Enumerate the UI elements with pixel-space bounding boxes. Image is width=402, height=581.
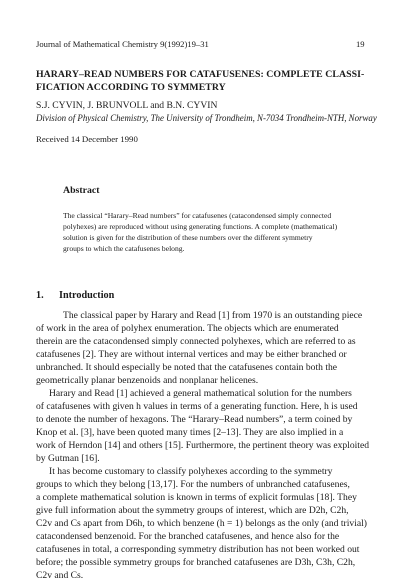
body-line: C2v and Cs apart from D6h, to which benzene (h = 1) belongs as the only (and trivial): [36, 518, 367, 529]
body-line: therein are the catacondensed simply connected polyhexes, which are referred to as: [36, 336, 356, 347]
body-line: C2v and Cs.: [36, 570, 84, 581]
body-line: The classical paper by Harary and Read [1] from 1970 is an outstanding piece: [63, 310, 363, 321]
abstract-heading: Abstract: [63, 185, 100, 196]
affiliation: Division of Physical Chemistry, The University of Trondheim, N-7034 Trondheim-NTH, Norway: [36, 113, 377, 123]
body-line: work of Herndon [14] and others [15]. Furthermore, the pertinent theory was exploited: [36, 440, 370, 451]
body-line: of work in the area of polyhex enumeration. The objects which are enumerated: [36, 323, 339, 334]
section-title: Introduction: [59, 290, 115, 301]
abstract-line: polyhexes) are reproduced without using generating functions. A complete (mathematical): [63, 222, 338, 231]
body-line: of catafusenes with given h values in terms of a generating function. Here, h is used: [36, 401, 358, 412]
page-number: 19: [356, 39, 365, 49]
section-number: 1.: [36, 290, 44, 301]
abstract-line: solution is given for the distribution of these numbers over the different symmetry: [63, 233, 313, 242]
journal-header: Journal of Mathematical Chemistry 9(1992)19–31: [36, 39, 209, 49]
body-line: geometrically planar benzenoids and nonplanar helicenes.: [36, 375, 259, 386]
body-line: a complete mathematical solution is known in terms of explicit formulas [18]. They: [36, 492, 357, 503]
body-line: It has become customary to classify polyhexes according to the symmetry: [49, 466, 333, 477]
body-line: catafusenes in total, a corresponding symmetry distribution has not been worked out: [36, 544, 360, 555]
author-list: S.J. CYVIN, J. BRUNVOLL and B.N. CYVIN: [36, 100, 218, 111]
body-line: catacondensed benzenoid. For the branched catafusenes, and hence also for the: [36, 531, 340, 542]
paper-title-line-1: HARARY–READ NUMBERS FOR CATAFUSENES: COMPLETE CLASSI-: [36, 69, 365, 80]
body-line: give full information about the symmetry groups of interest, which are D2h, C2h,: [36, 505, 349, 516]
received-date: Received 14 December 1990: [36, 134, 138, 144]
body-line: Harary and Read [1] achieved a general mathematical solution for the numbers: [49, 388, 352, 399]
body-line: before; the possible symmetry groups for branched catafusenes are D3h, C3h, C2h,: [36, 557, 356, 568]
body-line: to denote the number of hexagons. The “Harary–Read numbers”, a term coined by: [36, 414, 353, 425]
abstract-line: The classical “Harary–Read numbers” for catafusenes (catacondensed simply connected: [63, 211, 332, 220]
paper-title-line-2: FICATION ACCORDING TO SYMMETRY: [36, 82, 226, 93]
body-line: groups to which they belong [13,17]. For the numbers of unbranched catafusenes,: [36, 479, 350, 490]
body-line: by Gutman [16].: [36, 453, 100, 464]
body-line: catafusenes [2]. They are without internal vertices and may be either branched or: [36, 349, 347, 360]
body-line: Knop et al. [3], have been quoted many times [2–13]. They are also implied in a: [36, 427, 344, 438]
abstract-line: groups to which the catafusenes belong.: [63, 244, 185, 253]
body-line: unbranched. It should especially be noted that the catafusenes contain both the: [36, 362, 338, 373]
